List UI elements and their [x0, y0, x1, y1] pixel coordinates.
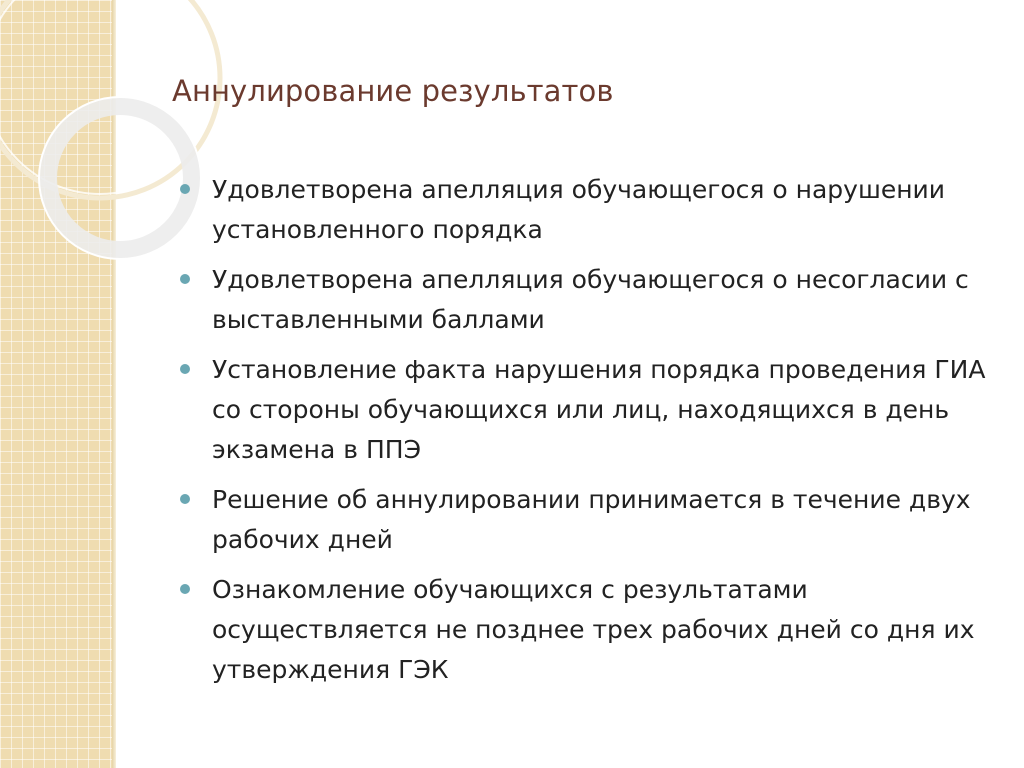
bullet-dot-icon	[180, 274, 190, 284]
bullet-text: Удовлетворена апелляция обучающегося о нарушении установленного порядка	[212, 175, 946, 244]
ring-small-edge	[39, 97, 201, 259]
bullet-dot-icon	[180, 184, 190, 194]
bullet-item	[180, 480, 990, 560]
bullet-text: Ознакомление обучающихся с результатами осуществляется не позднее трех рабочих дней со дня их утверждения ГЭК	[212, 575, 975, 684]
bullet-dot-icon	[180, 494, 190, 504]
bullet-item	[180, 350, 990, 470]
bullet-text: Установление факта нарушения порядка проведения ГИА со стороны обучающихся или лиц, находящихся в день экзамена в ППЭ	[212, 355, 986, 464]
bullet-item	[180, 260, 990, 340]
bullet-item	[180, 170, 990, 250]
bullet-text: Решение об аннулировании принимается в течение двух рабочих дней	[212, 485, 971, 554]
bullet-dot-icon	[180, 364, 190, 374]
bullet-dot-icon	[180, 584, 190, 594]
bullet-item	[180, 570, 990, 690]
bullet-text: Удовлетворена апелляция обучающегося о несогласии с выставленными баллами	[212, 265, 969, 334]
bullet-list	[180, 170, 990, 700]
slide-title: Аннулирование результатов	[172, 74, 614, 108]
